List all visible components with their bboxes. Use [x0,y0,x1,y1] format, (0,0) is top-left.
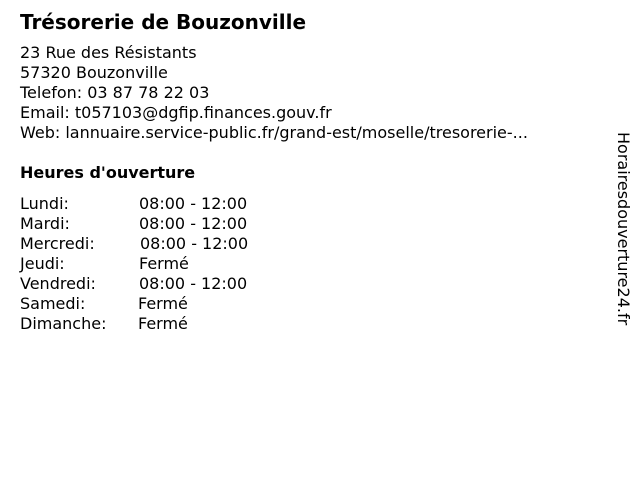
day-label: Vendredi: [20,274,96,293]
time-value: 08:00 - 12:00 [140,234,249,253]
day-label: Dimanche: [20,314,107,333]
day-label: Lundi: [20,194,69,213]
time-value: Fermé [138,294,188,313]
address-street: 23 Rue des Résistants [20,43,197,62]
hours-row-friday [20,274,320,294]
email-line: Email: t057103@dgfip.finances.gouv.fr [20,103,332,122]
hours-row-wednesday [20,234,320,254]
web-line: Web: lannuaire.service-public.fr/grand-est/moselle/tresorerie-... [20,123,528,142]
time-value: 08:00 - 12:00 [139,274,248,293]
day-label: Mercredi: [20,234,95,253]
day-label: Mardi: [20,214,70,233]
page-title: Trésorerie de Bouzonville [20,10,307,34]
time-value: Fermé [138,314,188,333]
hours-row-sunday [20,314,320,334]
day-label: Jeudi: [20,254,65,273]
hours-row-saturday [20,294,320,314]
opening-hours-list [20,194,320,334]
hours-heading: Heures d'ouverture [20,163,196,182]
watermark-text: Horairesdouverture24.fr [614,132,633,326]
day-label: Samedi: [20,294,86,313]
address-city: 57320 Bouzonville [20,63,168,82]
time-value: 08:00 - 12:00 [139,194,248,213]
phone-line: Telefon: 03 87 78 22 03 [20,83,210,102]
contact-info [20,43,528,143]
hours-row-thursday [20,254,320,274]
time-value: Fermé [139,254,189,273]
hours-row-tuesday [20,214,320,234]
site-watermark [612,132,636,372]
time-value: 08:00 - 12:00 [139,214,248,233]
hours-row-monday [20,194,320,214]
